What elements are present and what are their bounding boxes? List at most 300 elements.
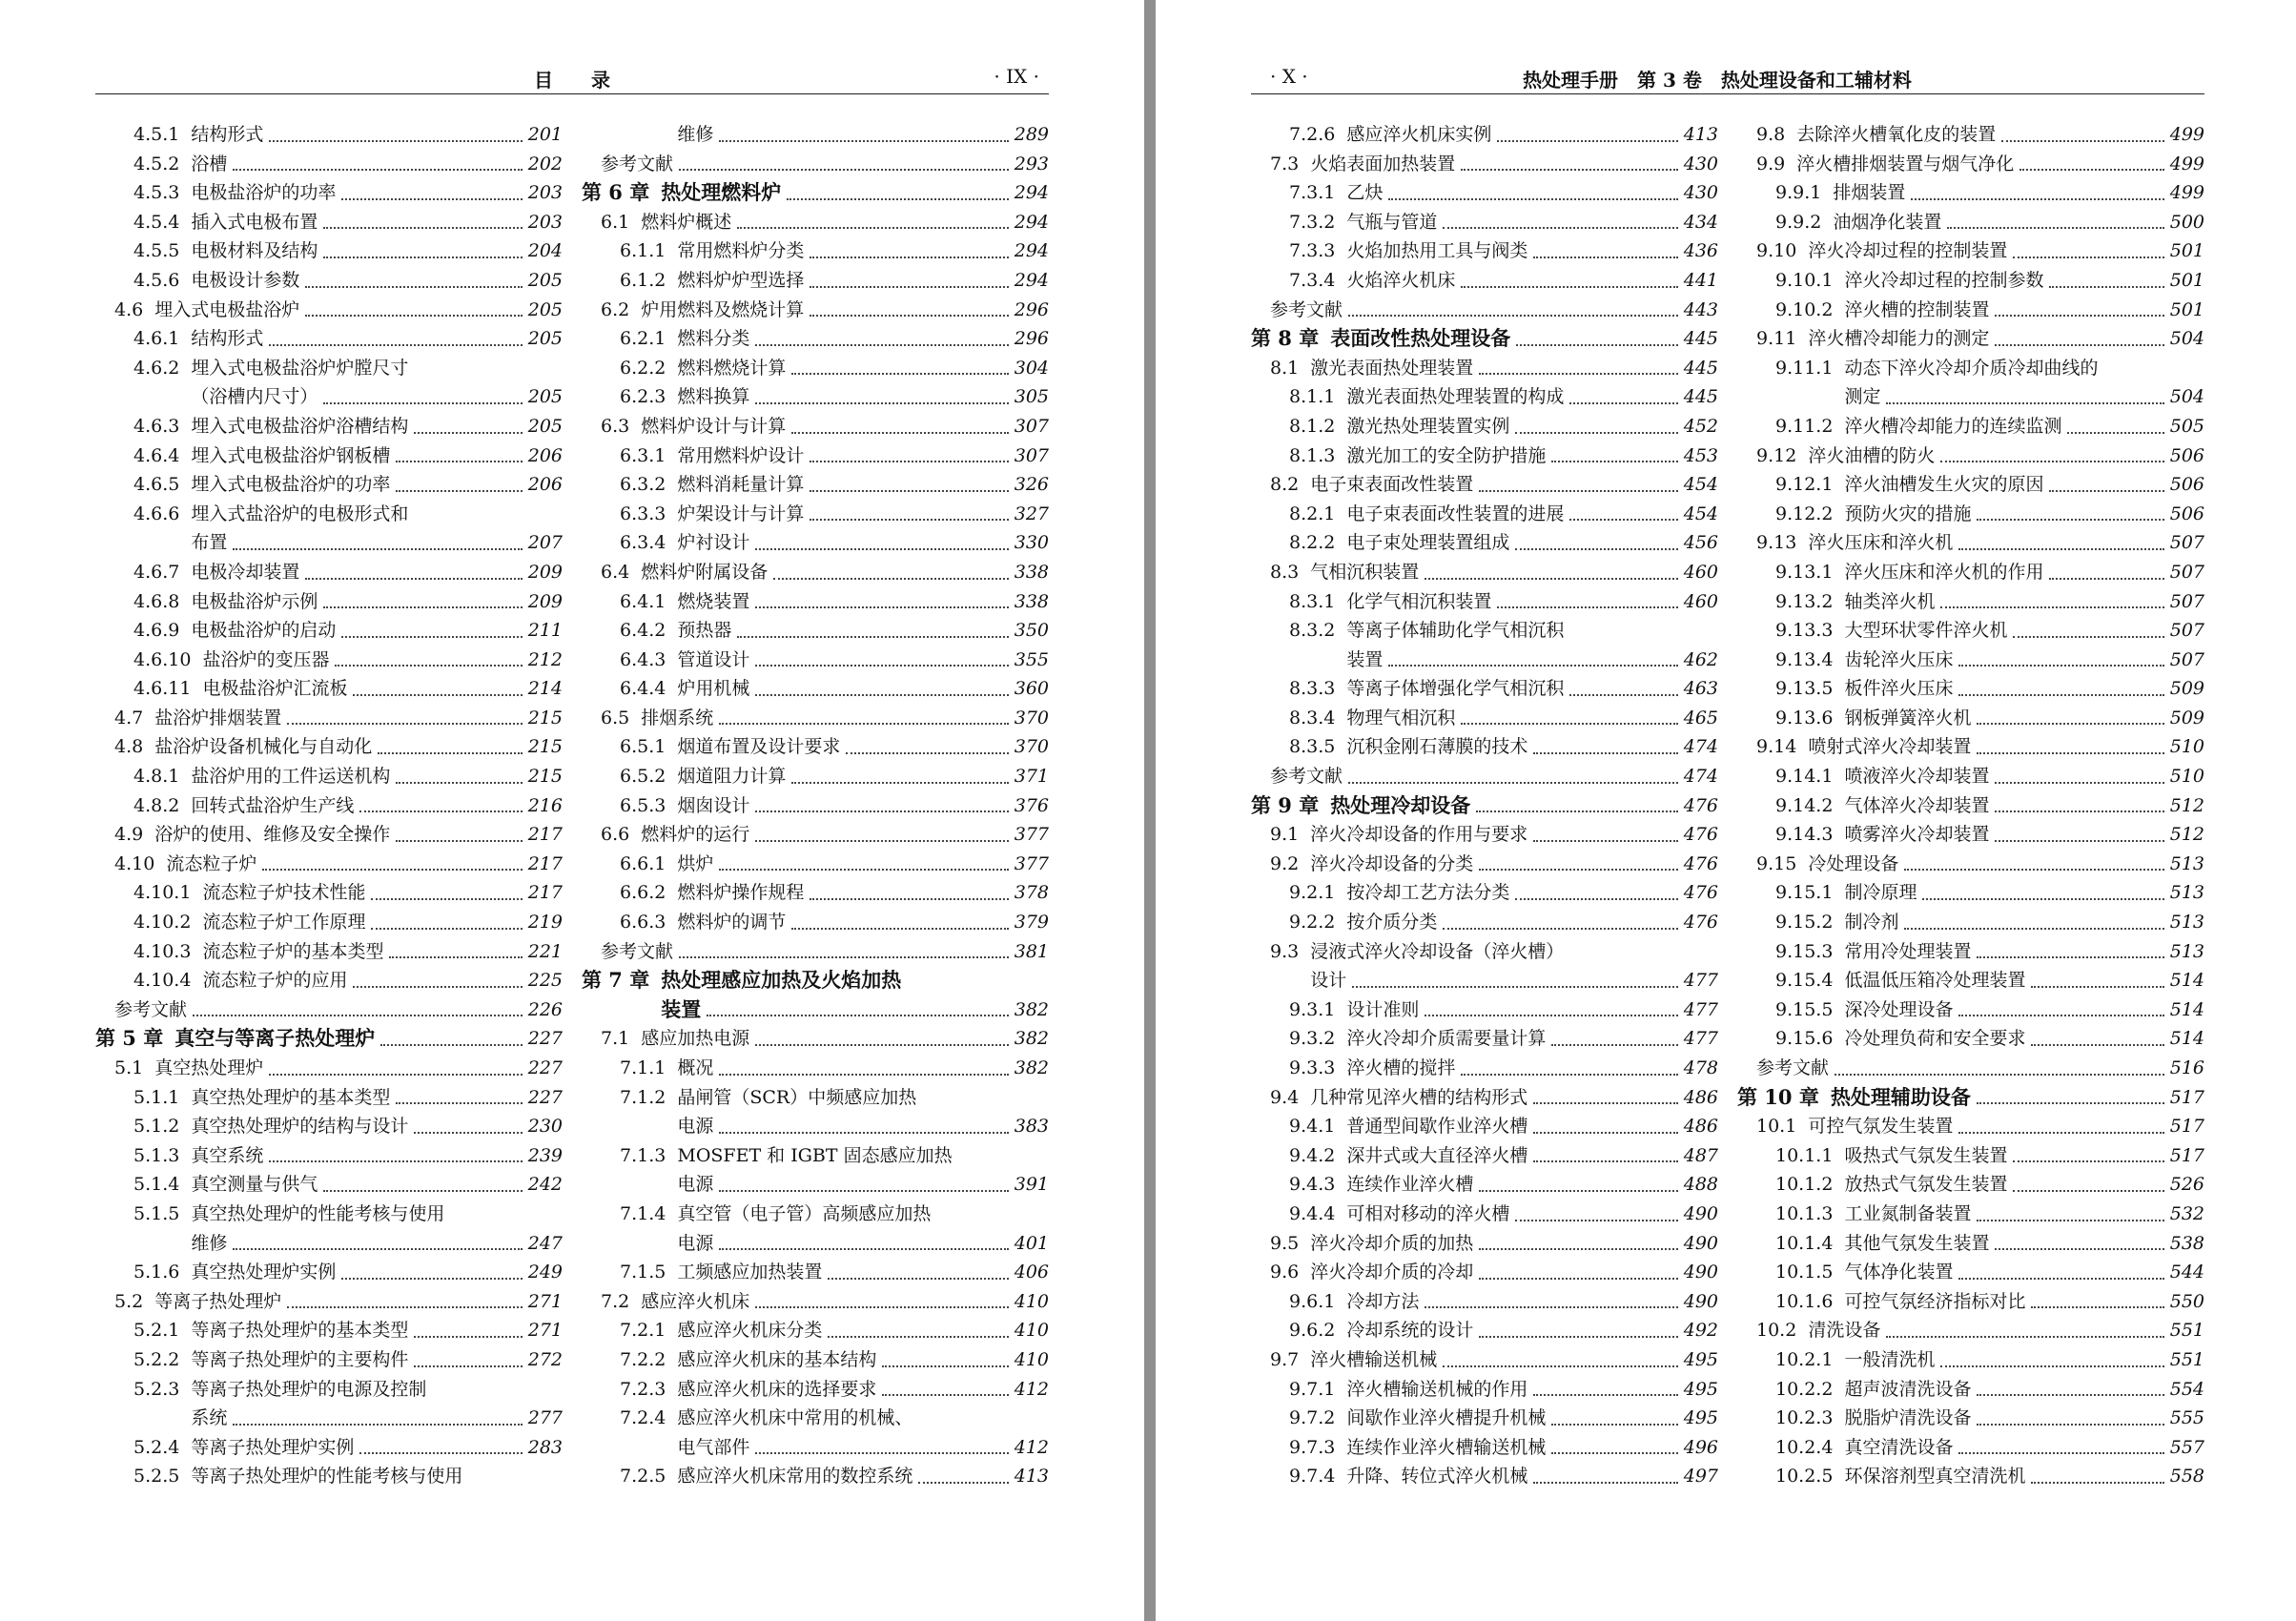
toc-entry-page-number: 211 (527, 620, 563, 642)
toc-entry (1737, 878, 2204, 908)
toc-entry-title: 感应淬火机床的选择要求 (677, 1378, 877, 1400)
toc-entry-number: 8.1.2 (1289, 415, 1336, 437)
toc-entry-title: 浴槽 (191, 153, 228, 174)
toc-entry (1251, 266, 1718, 296)
toc-entry-title: 参考文献 (1270, 766, 1343, 788)
toc-entry-title: 热处理冷却设备 (1330, 792, 1471, 817)
toc-entry-page-number: 445 (1683, 386, 1718, 408)
toc-entry-title: 常用燃料炉设计 (677, 444, 805, 466)
toc-entry-title: 晶闸管（SCR）中频感应加热 (677, 1086, 917, 1108)
toc-entry-title: 燃烧装置 (677, 590, 750, 612)
toc-entry-title: 气相沉积装置 (1310, 561, 1420, 583)
toc-entry-number: 6.6.2 (620, 882, 666, 904)
toc-entry-title: 感应加热电源 (641, 1028, 750, 1050)
toc-entry-title: 燃料炉的运行 (641, 824, 750, 846)
toc-leader-dots (2049, 578, 2163, 580)
toc-entry-number: 6.2.3 (620, 386, 666, 408)
toc-entry (582, 937, 1049, 967)
toc-entry-page-number: 538 (2169, 1232, 2204, 1254)
toc-entry-title: 几种常见淬火槽的结构形式 (1310, 1086, 1528, 1108)
toc-leader-dots (396, 840, 523, 842)
toc-entry-page-number: 430 (1683, 153, 1718, 174)
toc-leader-dots (1479, 1248, 1678, 1250)
toc-leader-dots (755, 694, 1008, 696)
toc-entry-number: 9.9.1 (1775, 182, 1822, 204)
toc-entry (1737, 470, 2204, 500)
toc-leader-dots (1835, 1074, 2164, 1076)
toc-entry-title: 燃料炉炉型选择 (677, 269, 805, 291)
toc-entry (1737, 1462, 2204, 1491)
toc-entry (582, 296, 1049, 325)
toc-entry-title: 常用冷处理装置 (1844, 940, 1972, 962)
toc-entry-page-number: 206 (527, 444, 563, 466)
toc-entry-title: 低温低压箱冷处理装置 (1844, 970, 2026, 992)
toc-entry-page-number: 463 (1683, 678, 1718, 700)
toc-leader-dots (719, 1132, 1008, 1134)
toc-entry (1737, 1287, 2204, 1317)
toc-entry-number: 5.2.1 (133, 1320, 180, 1342)
toc-entry-title: 热处理感应加热及火焰加热 (661, 968, 902, 993)
toc-entry-page-number: 412 (1014, 1436, 1049, 1458)
toc-entry-number: 9.13.6 (1775, 707, 1834, 728)
toc-leader-dots (846, 752, 1008, 754)
toc-entry-number: 9.10 (1756, 240, 1797, 262)
toc-entry-title: 燃料消耗量计算 (677, 474, 805, 496)
toc-entry-title: 喷射式淬火冷却装置 (1808, 736, 1972, 758)
toc-entry-number: 9.10.1 (1775, 269, 1834, 291)
toc-leader-dots (1995, 315, 2163, 317)
toc-entry-number: 6.5 (601, 707, 630, 728)
toc-entry-number: 7.1.4 (620, 1202, 666, 1224)
toc-entry-number: 5.1.2 (133, 1116, 180, 1138)
toc-entry (582, 382, 1049, 412)
toc-entry (582, 1462, 1049, 1491)
toc-entry-title: 气瓶与管道 (1346, 211, 1438, 233)
toc-entry-title: 冷却方法 (1346, 1290, 1420, 1312)
toc-entry-page-number: 215 (527, 766, 563, 788)
toc-entry-number: 9.13.3 (1775, 620, 1834, 642)
toc-entry-number: 8.3.5 (1289, 736, 1336, 758)
toc-entry (1251, 1141, 1718, 1171)
toc-entry-number: 9.11.2 (1775, 415, 1834, 437)
toc-leader-dots (353, 986, 522, 988)
toc-leader-dots (414, 1336, 522, 1338)
toc-entry-title: 感应淬火机床中常用的机械、 (677, 1407, 913, 1429)
toc-entry-number: 9.14.3 (1775, 824, 1834, 846)
toc-leader-dots (2013, 1160, 2163, 1162)
toc-entry-title: 等离子热处理炉的性能考核与使用 (191, 1466, 463, 1488)
toc-entry-page-number: 517 (2169, 1144, 2204, 1166)
toc-entry-title: 化学气相沉积装置 (1346, 590, 1492, 612)
toc-entry-title: 连续作业淬火槽 (1346, 1174, 1474, 1196)
toc-entry-page-number: 476 (1683, 852, 1718, 874)
toc-leader-dots (1551, 461, 1677, 462)
toc-entry (1251, 178, 1718, 208)
toc-entry (95, 412, 563, 441)
toc-leader-dots (396, 1102, 522, 1104)
toc-entry (1737, 236, 2204, 266)
toc-entry-title: 可控气氛经济指标对比 (1844, 1290, 2026, 1312)
toc-entry (582, 1112, 1049, 1141)
toc-entry-number: 9.13.4 (1775, 648, 1834, 670)
toc-entry (582, 1404, 1049, 1433)
toc-entry-page-number: 330 (1014, 532, 1049, 554)
toc-entry-number: 4.6.5 (133, 474, 180, 496)
toc-entry-page-number: 477 (1683, 998, 1718, 1020)
toc-entry-page-number: 454 (1683, 503, 1718, 524)
toc-entry-page-number: 293 (1014, 153, 1049, 174)
toc-entry-number: 10.2 (1756, 1320, 1797, 1342)
toc-entry (1251, 908, 1718, 937)
toc-leader-dots (414, 1132, 522, 1134)
toc-entry-title: 真空与等离子热处理炉 (174, 1026, 376, 1051)
toc-entry-page-number: 205 (527, 269, 563, 291)
toc-entry-page-number: 506 (2169, 503, 2204, 524)
toc-entry (1251, 441, 1718, 471)
toc-entry (582, 266, 1049, 296)
toc-entry (582, 412, 1049, 441)
toc-leader-dots (707, 1015, 1009, 1016)
toc-entry-number: 9.9 (1756, 153, 1786, 174)
toc-entry-page-number: 486 (1683, 1116, 1718, 1138)
toc-entry (95, 1375, 563, 1405)
toc-entry-page-number: 227 (527, 1086, 563, 1108)
toc-entry (1737, 1375, 2204, 1405)
toc-leader-dots (2031, 1044, 2163, 1046)
toc-leader-dots (1995, 344, 2163, 346)
toc-entry-page-number: 516 (2169, 1057, 2204, 1078)
toc-entry (1737, 791, 2204, 821)
toc-entry (1737, 354, 2204, 383)
toc-entry-title: 燃料炉操作规程 (677, 882, 805, 904)
toc-leader-dots (335, 665, 522, 667)
toc-entry (582, 1229, 1049, 1259)
toc-entry-title: 插入式电极布置 (191, 211, 318, 233)
toc-entry (1737, 966, 2204, 995)
toc-entry-number: 4.5.1 (133, 124, 180, 145)
toc-leader-dots (323, 402, 522, 404)
toc-leader-dots (810, 898, 1008, 900)
toc-entry (95, 1462, 563, 1491)
toc-entry-title: 激光表面热处理装置的构成 (1346, 386, 1565, 408)
toc-entry (1737, 820, 2204, 850)
toc-entry (95, 1054, 563, 1083)
toc-entry-title: 感应淬火机床分类 (677, 1320, 823, 1342)
toc-entry-title: 等离子热处理炉的电源及控制 (191, 1378, 427, 1400)
toc-entry-number: 8.1.3 (1289, 444, 1336, 466)
toc-entry (1251, 1433, 1718, 1463)
toc-leader-dots (287, 723, 523, 725)
toc-entry (95, 791, 563, 821)
toc-entry-page-number: 203 (527, 182, 563, 204)
toc-entry-page-number: 412 (1014, 1378, 1049, 1400)
toc-leader-dots (396, 490, 522, 492)
toc-entry-number: 9.13.2 (1775, 590, 1834, 612)
toc-entry-number: 9.14 (1756, 736, 1797, 758)
toc-leader-dots (1569, 402, 1677, 404)
toc-leader-dots (1569, 694, 1677, 696)
toc-entry-number: 6.6.1 (620, 852, 666, 874)
toc-entry (1737, 616, 2204, 646)
toc-entry-page-number: 338 (1014, 561, 1049, 583)
toc-entry (1251, 120, 1718, 150)
toc-entry (582, 1316, 1049, 1345)
toc-leader-dots (882, 1365, 1008, 1367)
toc-entry (1251, 296, 1718, 325)
toc-entry-page-number: 209 (527, 561, 563, 583)
toc-entry-title: 维修 (677, 124, 714, 145)
toc-entry-title: 淬火冷却设备的分类 (1310, 852, 1474, 874)
toc-entry (1737, 441, 2204, 471)
toc-entry-page-number: 376 (1014, 794, 1049, 816)
toc-entry-page-number: 378 (1014, 882, 1049, 904)
toc-entry-number: 4.6.7 (133, 561, 180, 583)
toc-entry-title: 炉用机械 (677, 678, 750, 700)
toc-entry-number: 5.2 (114, 1290, 144, 1312)
toc-entry-title: 等离子热处理炉 (154, 1290, 282, 1312)
toc-entry-number: 7.3.1 (1289, 182, 1336, 204)
toc-entry-page-number: 205 (527, 298, 563, 320)
toc-entry-number: 10.1.3 (1775, 1202, 1834, 1224)
toc-entry-page-number: 201 (527, 124, 563, 145)
toc-entry-page-number: 355 (1014, 648, 1049, 670)
toc-leader-dots (2049, 286, 2163, 288)
toc-entry (95, 528, 563, 558)
toc-entry-title: 可控气氛发生装置 (1808, 1116, 1954, 1138)
toc-leader-dots (389, 956, 522, 958)
toc-entry (1251, 1404, 1718, 1433)
toc-entry-number: 9.13 (1756, 532, 1797, 554)
toc-entry (582, 1345, 1049, 1375)
toc-entry-number: 9.6.1 (1289, 1290, 1336, 1312)
toc-entry-title: 电极盐浴炉示例 (191, 590, 318, 612)
toc-entry (582, 150, 1049, 179)
toc-leader-dots (1958, 1278, 2163, 1280)
toc-entry-page-number: 214 (527, 678, 563, 700)
toc-entry-page-number: 513 (2169, 940, 2204, 962)
toc-entry (1251, 412, 1718, 441)
toc-leader-dots (737, 636, 1008, 638)
toc-entry-number: 4.7 (114, 707, 144, 728)
toc-entry-number: 9.13.1 (1775, 561, 1834, 583)
toc-entry (1251, 674, 1718, 704)
toc-entry (582, 1170, 1049, 1200)
toc-entry-number: 10.1.2 (1775, 1174, 1834, 1196)
toc-entry (1251, 1258, 1718, 1287)
toc-leader-dots (755, 810, 1008, 812)
toc-entry-title: 流态粒子炉的应用 (202, 970, 348, 992)
toc-entry (1251, 937, 1718, 967)
toc-leader-dots (2031, 986, 2163, 988)
toc-entry-number: 10.2.5 (1775, 1466, 1834, 1488)
toc-entry-title: 电极盐浴炉汇流板 (202, 678, 348, 700)
toc-entry-page-number: 436 (1683, 240, 1718, 262)
toc-entry-title: 埋入式电极盐浴炉钢板槽 (191, 444, 391, 466)
toc-entry (1737, 1054, 2204, 1083)
toc-entry-page-number: 507 (2169, 590, 2204, 612)
toc-entry-number: 4.10.3 (133, 940, 192, 962)
toc-entry-page-number: 456 (1683, 532, 1718, 554)
toc-entry-title: 连续作业淬火槽输送机械 (1346, 1436, 1547, 1458)
toc-entry-number: 7.2.5 (620, 1466, 666, 1488)
toc-entry-title: 真空热处理炉的基本类型 (191, 1086, 391, 1108)
toc-entry-page-number: 514 (2169, 1028, 2204, 1050)
toc-entry (1737, 1170, 2204, 1200)
toc-entry-title: 制冷剂 (1844, 912, 1899, 934)
toc-chapter-entry (95, 1024, 563, 1054)
toc-entry-page-number: 495 (1683, 1407, 1718, 1429)
toc-entry-number: 9.2 (1270, 852, 1300, 874)
toc-entry-page-number: 453 (1683, 444, 1718, 466)
toc-leader-dots (1977, 723, 2163, 725)
toc-entry-number: 9.15.3 (1775, 940, 1834, 962)
toc-entry-title: 淬火槽输送机械的作用 (1346, 1378, 1528, 1400)
toc-entry (1251, 528, 1718, 558)
toc-leader-dots (679, 169, 1009, 171)
toc-leader-dots (341, 1278, 522, 1280)
toc-entry-page-number: 499 (2169, 153, 2204, 174)
toc-leader-dots (1958, 665, 2163, 667)
toc-entry-title: 淬火冷却介质的加热 (1310, 1232, 1474, 1254)
toc-entry-page-number: 338 (1014, 590, 1049, 612)
toc-leader-dots (1443, 928, 1677, 930)
toc-entry (1737, 1404, 2204, 1433)
toc-entry-page-number: 227 (527, 1028, 563, 1050)
toc-entry-page-number: 496 (1683, 1436, 1718, 1458)
toc-leader-dots (233, 1248, 522, 1250)
right-page-header (1251, 59, 2204, 94)
toc-entry-number: 8.3.2 (1289, 620, 1336, 642)
toc-entry-title: 等离子热处理炉实例 (191, 1436, 355, 1458)
toc-leader-dots (1425, 1306, 1677, 1308)
toc-entry (1737, 1141, 2204, 1171)
toc-entry-page-number: 460 (1683, 561, 1718, 583)
toc-entry-page-number: 227 (527, 1057, 563, 1078)
toc-leader-dots (773, 578, 1009, 580)
toc-entry (1737, 382, 2204, 412)
toc-entry (582, 1375, 1049, 1405)
toc-entry-number: 第 8 章 (1251, 326, 1320, 351)
toc-entry-number: 6.1.1 (620, 240, 666, 262)
toc-leader-dots (1977, 1394, 2163, 1396)
toc-chapter-entry (1737, 1083, 2204, 1113)
toc-leader-dots (1479, 1190, 1677, 1192)
toc-entry-page-number: 202 (527, 153, 563, 174)
toc-leader-dots (755, 1044, 1009, 1046)
toc-entry-title: 排烟系统 (641, 707, 714, 728)
toc-entry-page-number: 296 (1014, 298, 1049, 320)
toc-entry-title: 淬火油槽发生火灾的原因 (1844, 474, 2044, 496)
toc-entry-page-number: 443 (1683, 298, 1718, 320)
toc-entry-title: 淬火冷却过程的控制参数 (1844, 269, 2044, 291)
toc-leader-dots (1977, 956, 2163, 958)
toc-entry-page-number: 271 (527, 1320, 563, 1342)
toc-entry (1251, 616, 1718, 646)
toc-entry-title: 埋入式电极盐浴炉的功率 (191, 474, 391, 496)
toc-entry-title: 燃料分类 (677, 328, 750, 350)
toc-entry-number: 6.5.1 (620, 736, 666, 758)
toc-leader-dots (1958, 1015, 2163, 1016)
toc-entry-title: 维修 (191, 1232, 228, 1254)
toc-entry-page-number: 225 (527, 970, 563, 992)
toc-entry (1737, 908, 2204, 937)
toc-entry-page-number: 382 (1014, 1057, 1049, 1078)
toc-entry-page-number: 506 (2169, 474, 2204, 496)
toc-entry-title: 电极设计参数 (191, 269, 300, 291)
toc-entry-title: 冷处理负荷和安全要求 (1844, 1028, 2026, 1050)
toc-entry-number: 9.12.1 (1775, 474, 1834, 496)
toc-entry-title: 电气部件 (677, 1436, 750, 1458)
toc-entry-number: 4.6.3 (133, 415, 180, 437)
toc-entry (1251, 878, 1718, 908)
toc-leader-dots (1904, 869, 2163, 871)
toc-entry-number: 6.3.4 (620, 532, 666, 554)
toc-entry-number: 10.1 (1756, 1116, 1797, 1138)
toc-entry-page-number: 495 (1683, 1378, 1718, 1400)
toc-entry-number: 4.10.4 (133, 970, 192, 992)
toc-leader-dots (359, 810, 522, 812)
toc-entry-page-number: 203 (527, 211, 563, 233)
toc-entry (582, 732, 1049, 762)
toc-entry-page-number: 204 (527, 240, 563, 262)
toc-entry-title: 电源 (677, 1174, 714, 1196)
toc-entry-number: 4.5.3 (133, 182, 180, 204)
toc-entry (95, 587, 563, 617)
toc-entry (582, 762, 1049, 791)
toc-entry-number: 7.1.1 (620, 1057, 666, 1078)
toc-entry-title: 冷处理设备 (1808, 852, 1899, 874)
toc-entry (95, 1083, 563, 1113)
toc-entry-page-number: 477 (1683, 970, 1718, 992)
toc-entry-title: 淬火槽排烟装置与烟气净化 (1796, 153, 2015, 174)
toc-entry-title: 电极材料及结构 (191, 240, 318, 262)
toc-entry-title: 沉积金刚石薄膜的技术 (1346, 736, 1528, 758)
toc-entry (1251, 236, 1718, 266)
toc-entry (1251, 470, 1718, 500)
toc-leader-dots (1461, 169, 1678, 171)
toc-entry (1737, 178, 2204, 208)
toc-entry (95, 266, 563, 296)
toc-entry-number: 9.8 (1756, 124, 1786, 145)
toc-entry-number: 8.2.2 (1289, 532, 1336, 554)
toc-entry-number: 7.2.3 (620, 1378, 666, 1400)
toc-entry-title: 一般清洗机 (1844, 1348, 1936, 1370)
toc-entry-number: 4.8.1 (133, 766, 180, 788)
toc-entry (582, 528, 1049, 558)
toc-entry-page-number: 513 (2169, 852, 2204, 874)
toc-entry-title: 等离子体辅助化学气相沉积 (1346, 620, 1565, 642)
toc-entry-page-number: 476 (1683, 794, 1718, 816)
toc-entry-title: （浴槽内尺寸） (191, 386, 318, 408)
toc-entry-page-number: 558 (2169, 1466, 2204, 1488)
toc-entry-title: 结构形式 (191, 328, 264, 350)
toc-entry-title: 电子束表面改性装置的进展 (1346, 503, 1565, 524)
toc-entry-title: 盐浴炉的变压器 (202, 648, 330, 670)
toc-entry-page-number: 206 (527, 474, 563, 496)
toc-entry (1251, 1170, 1718, 1200)
toc-entry (95, 1258, 563, 1287)
toc-leader-dots (1940, 1365, 2163, 1367)
toc-entry-number: 6.3.2 (620, 474, 666, 496)
toc-entry-title: 流态粒子炉工作原理 (202, 912, 366, 934)
toc-entry-title: 大型环状零件淬火机 (1844, 620, 2008, 642)
toc-leader-dots (1533, 1160, 1677, 1162)
toc-entry (582, 470, 1049, 500)
toc-leader-dots (1479, 1336, 1677, 1338)
toc-entry (582, 1200, 1049, 1229)
toc-leader-dots (1947, 227, 2163, 229)
toc-entry-page-number: 215 (527, 736, 563, 758)
